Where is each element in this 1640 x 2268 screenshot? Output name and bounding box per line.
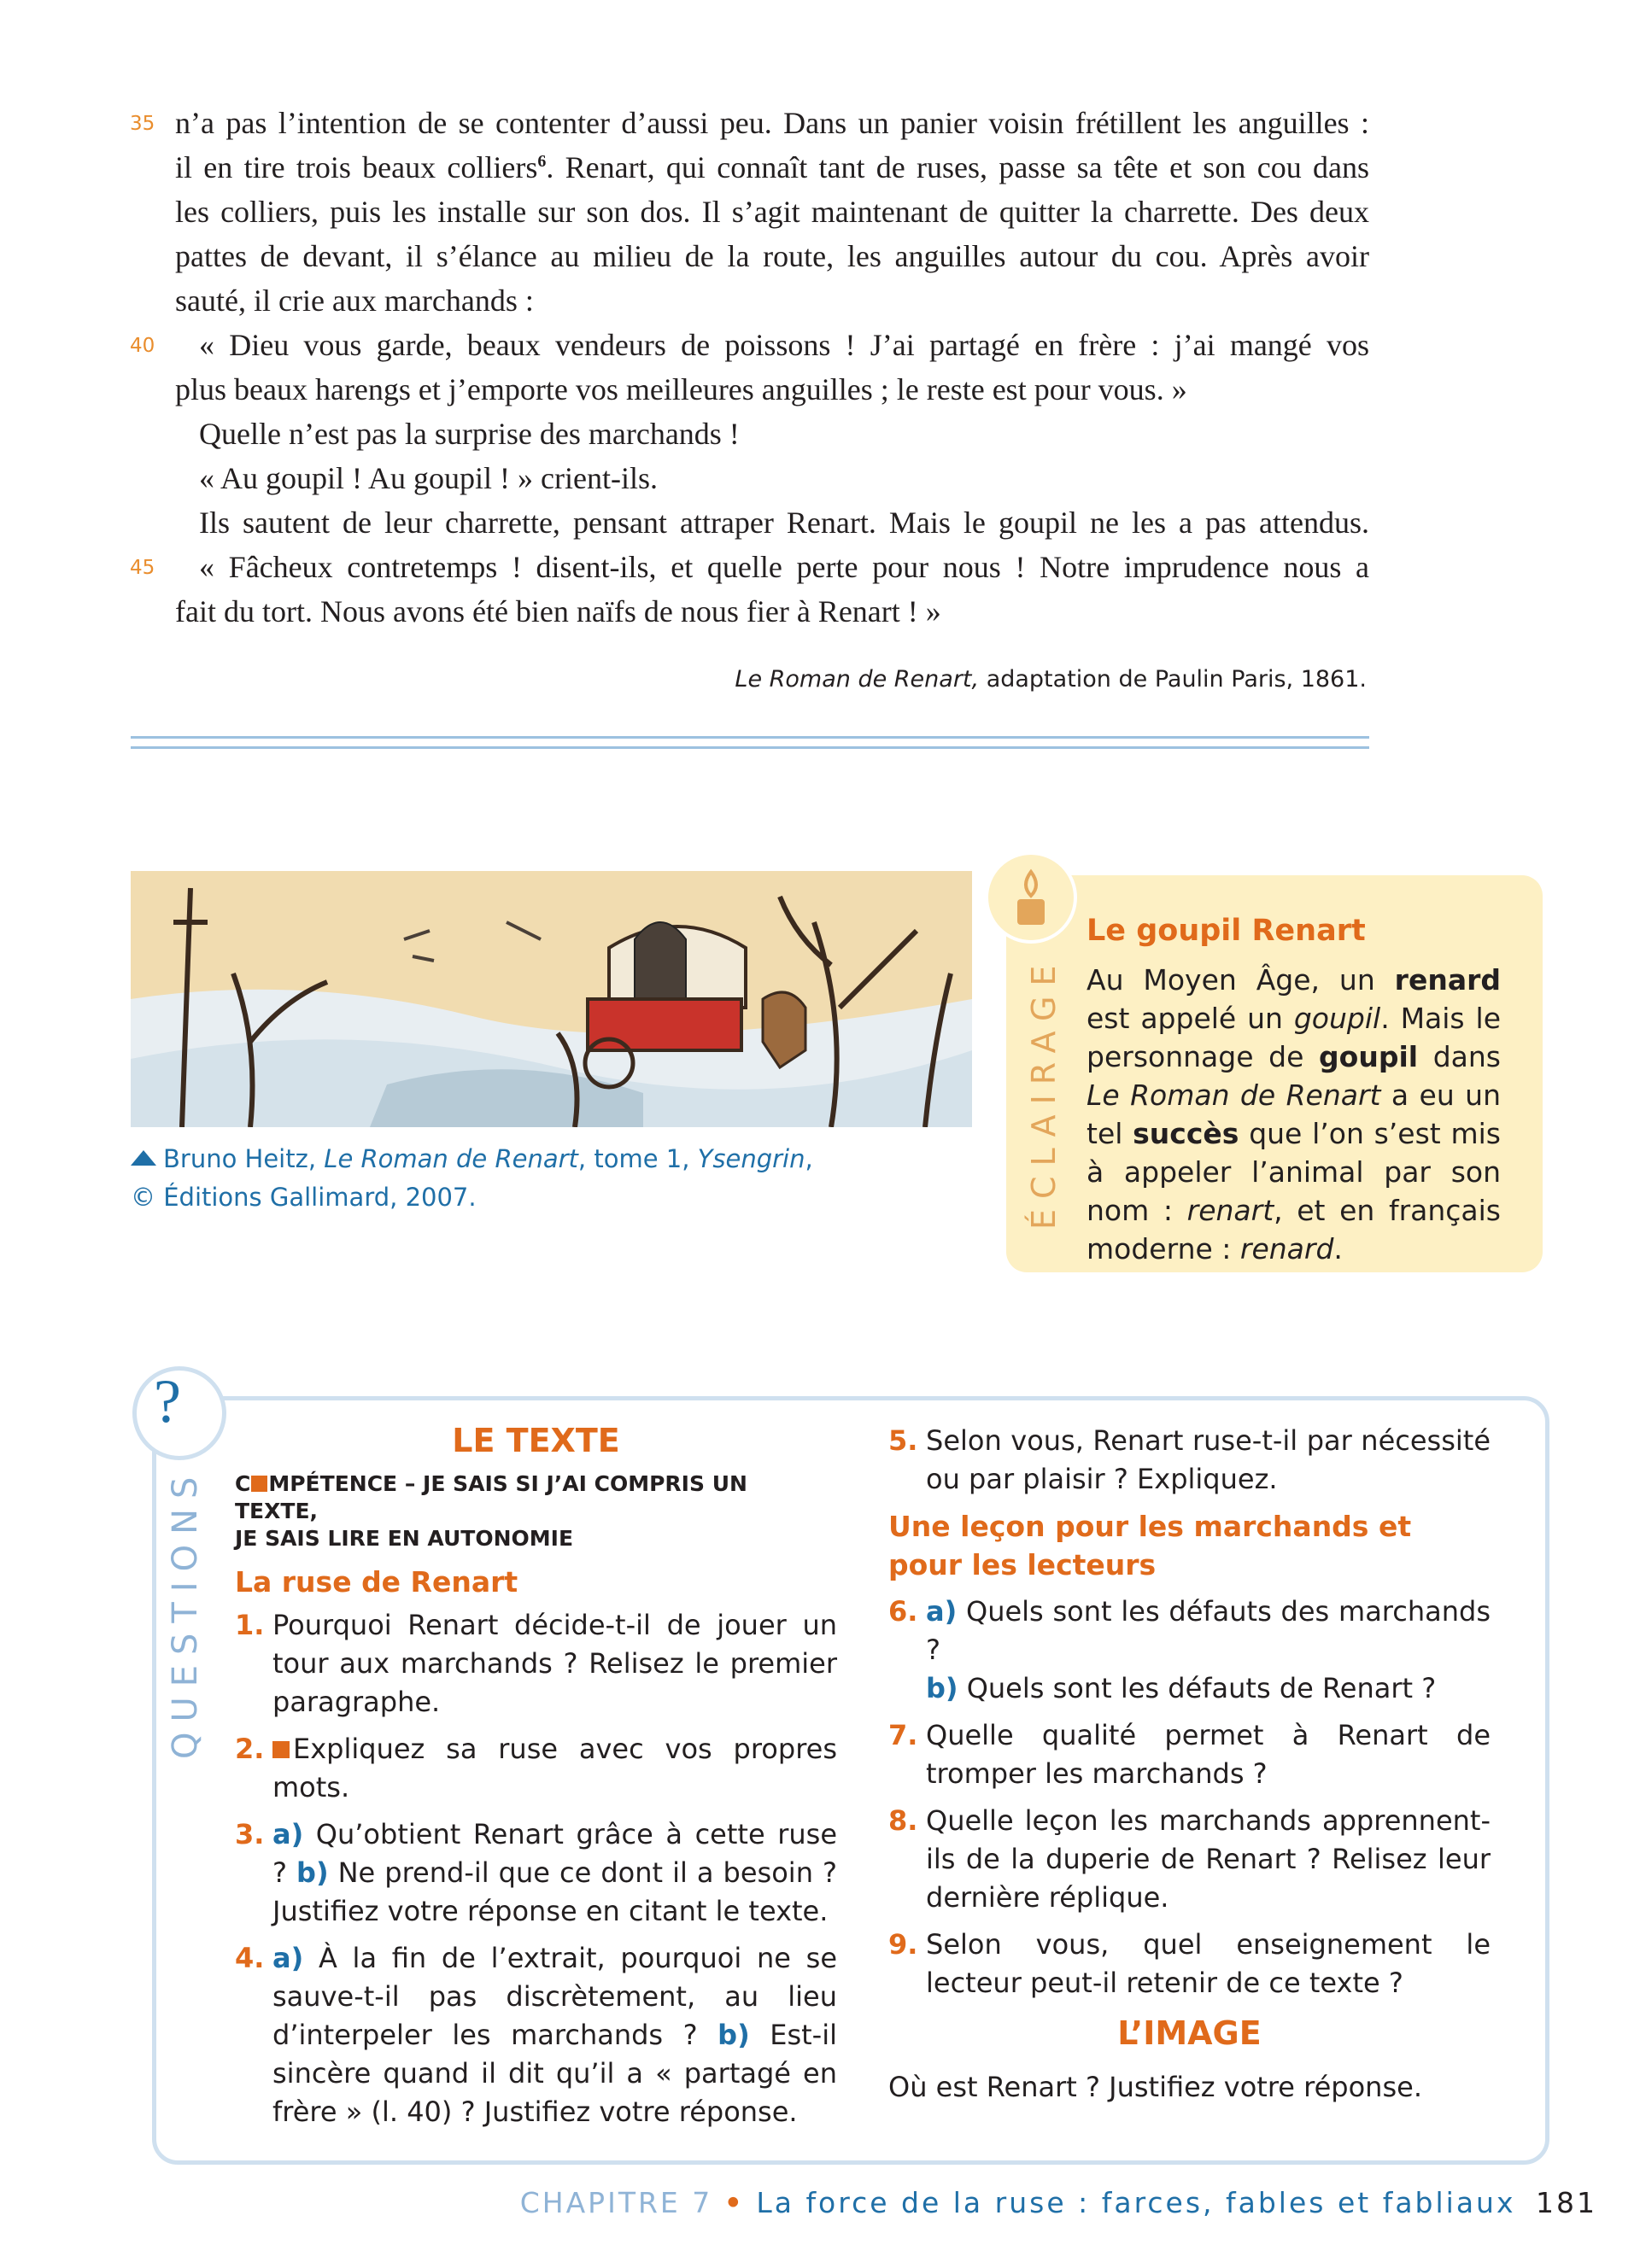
triangle-icon [131,1150,156,1166]
section-heading: LE TEXTE [452,1422,620,1459]
text-line: Ils sautent de leur charrette, pensant attraper Renart. Mais le goupil ne les a pas attendus. [199,506,1369,540]
caption-line-2: © Éditions Gallimard, 2007. [131,1183,477,1212]
text-line: « Fâcheux contretemps ! disent-ils, et quelle perte pour nous ! Notre imprudence nous a [199,550,1369,584]
text-line: il en tire trois beaux colliers$^6$. Renart, qui connaît tant de ruses, passe sa tête et son cou dans [175,150,1369,184]
divider [131,736,1369,739]
image-caption [131,1140,813,1217]
competence-label: C MPÉTENCE – JE SAIS SI J’AI COMPRIS UN TEXTE, [235,1471,747,1523]
candle-icon [985,851,1077,944]
question-8: 8. Quelle leçon les marchands apprennent-ils de la duperie de Renart ? Relisez leur dernière réplique. [888,1804,1491,1914]
question-mark: ? [154,1367,181,1435]
text-line: pattes de devant, il s’élance au milieu de la route, les anguilles autour du cou. Après avoir [175,239,1369,273]
comic-illustration [131,871,972,1127]
text-line: sauté, il crie aux marchands : [175,284,534,318]
text-line: plus beaux harengs et j’emporte vos meilleures anguilles ; le reste est pour vous. » [175,372,1187,406]
chapter-title: La force de la ruse : farces, fables et fabliaux [756,2186,1516,2219]
square-icon [251,1476,267,1492]
footnote-ref: 6 [537,152,547,171]
question-5: 5. Selon vous, Renart ruse-t-il par nécessité ou par plaisir ? Expliquez. [888,1424,1491,1495]
text-line: Quelle n’est pas la surprise des marchands ! [199,417,740,451]
question-7: 7. Quelle qualité permet à Renart de tromper les marchands ? [888,1719,1491,1790]
text-line: n’a pas l’intention de se contenter d’aussi peu. Dans un panier voisin frétillent les anguilles : [175,106,1369,140]
caption-line-1: Bruno Heitz, Le Roman de Renart, tome 1, Ysengrin, [131,1140,813,1178]
competence-label: JE SAIS LIRE EN AUTONOMIE [235,1526,574,1551]
text-line: fait du tort. Nous avons été bien naïfs de nous fier à Renart ! » [175,594,941,628]
line-number: 35 [130,113,155,135]
questions-label: QUESTIONS [166,1466,205,1759]
line-number: 45 [130,557,155,579]
question-6: 6. a) Quels sont les défauts des marchands ? b) Quels sont les défauts de Renart ? [888,1595,1491,1704]
question-3: 3. a) Qu’obtient Renart grâce à cette ruse ? b) Ne prend-il que ce dont il a besoin ? Justifiez votre réponse en citant le texte. [235,1818,838,1927]
question-2: 2. Expliquez sa ruse avec vos propres mots. [235,1733,837,1803]
text-line: « Au goupil ! Au goupil ! » crient-ils. [199,461,658,495]
text-line: « Dieu vous garde, beaux vendeurs de poissons ! J’ai partagé en frère : j’ai mangé vos [199,328,1369,362]
questions-left-column [235,1422,837,2131]
subsection-heading: Une leçon pour les marchands et pour les lecteurs [888,1510,1412,1581]
eclairage-title: Le goupil Renart [1086,914,1366,948]
question-9: 9. Selon vous, quel enseignement le lecteur peut-il retenir de ce texte ? [888,1928,1491,1999]
section-heading: L’IMAGE [1117,2014,1262,2052]
eclairage-label: ÉCLAIRAGE [1025,955,1063,1230]
chapter-label: CHAPITRE 7 [519,2186,713,2219]
page-footer [520,2186,1597,2219]
text-line: les colliers, puis les installe sur son dos. Il s’agit maintenant de quitter la charrette. Des deux [175,195,1369,229]
source-credit: Le Roman de Renart, adaptation de Paulin Paris, 1861. [735,666,1367,693]
square-icon [272,1741,290,1758]
bullet: • [723,2186,745,2219]
page-number: 181 [1536,2186,1597,2219]
eclairage-body: Au Moyen Âge, un renard est appelé un goupil. Mais le personnage de goupil dans Le Roman de Renart a eu un tel succès que l’on s’est mis à appeler l’animal par son nom : renart, et en français moderne : renard. [1086,963,1502,1266]
line-number: 40 [130,335,155,357]
questions-right-column [888,1422,1491,2107]
image-question: Où est Renart ? Justifiez votre réponse. [888,2071,1422,2103]
question-4: 4. a) À la fin de l’extrait, pourquoi ne se sauve-t-il pas discrètement, au lieu d’interpeler les marchands ? b) Est-il sincère quand il dit qu’il a « partagé en frère » (l. 40) ? Justifiez votre réponse. [235,1942,838,2128]
question-1: 1. Pourquoi Renart décide-t-il de jouer un tour aux marchands ? Relisez le premier paragraphe. [235,1609,837,1718]
subsection-heading: La ruse de Renart [235,1565,518,1599]
divider [131,746,1369,749]
